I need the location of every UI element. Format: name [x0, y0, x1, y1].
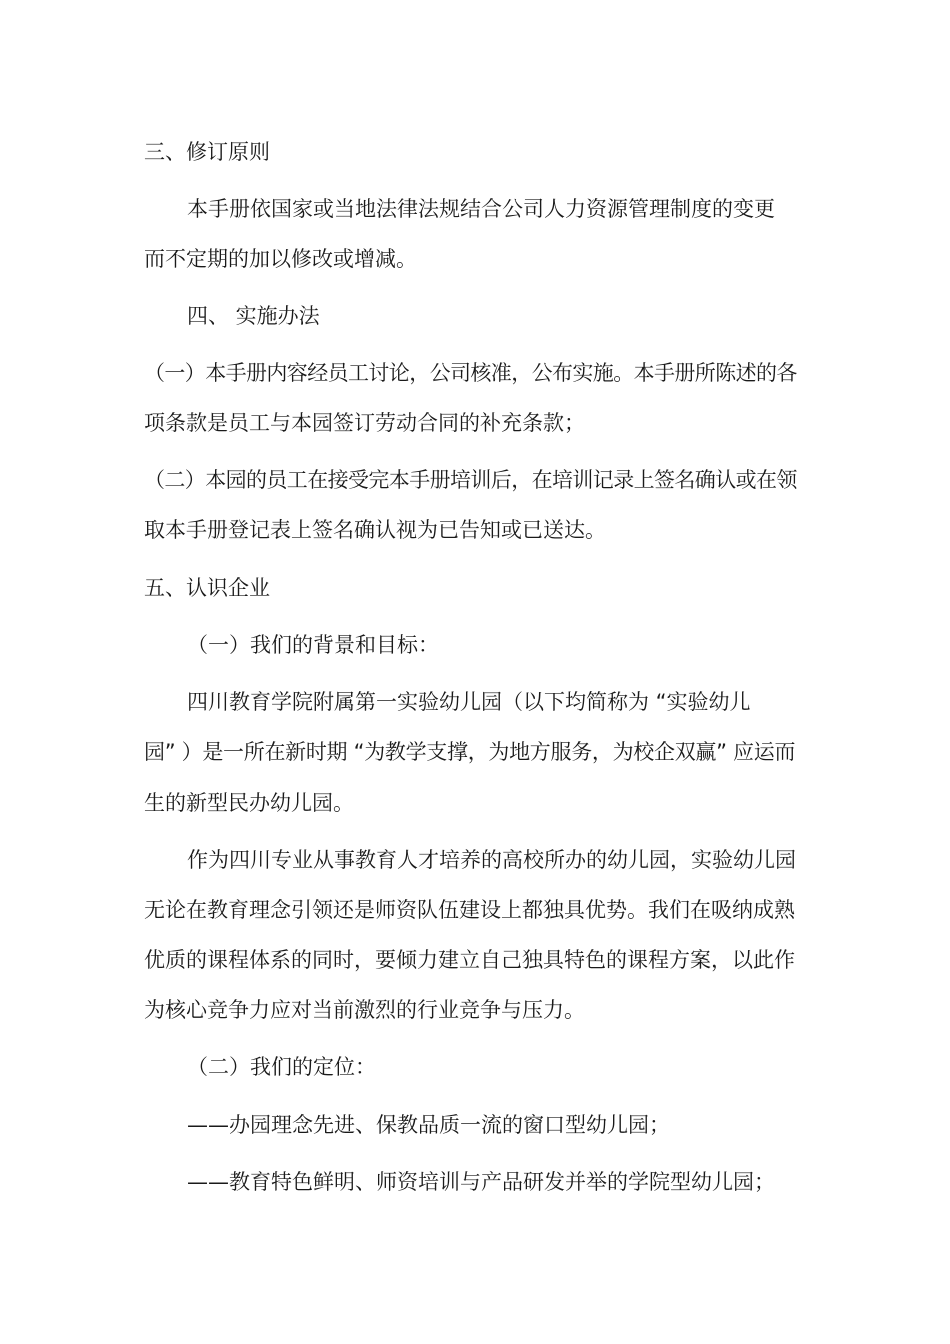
- paragraph-line: 无论在教育理念引领还是师资队伍建设上都独具优势。我们在吸纳成熟: [144, 898, 795, 922]
- paragraph-line: 取本手册登记表上签名确认视为已告知或已送达。: [144, 518, 606, 542]
- paragraph-line: 四川教育学院附属第一实验幼儿园（以下均简称为 “实验幼儿: [187, 690, 751, 714]
- paragraph-line: （二）本园的员工在接受完本手册培训后，在培训记录上签名确认或在领: [144, 468, 797, 492]
- heading-revision-principle: 三、修订原则: [144, 140, 270, 164]
- heading-implementation: 四、 实施办法: [187, 304, 320, 328]
- paragraph-line: 为核心竞争力应对当前激烈的行业竞争与压力。: [144, 998, 585, 1022]
- paragraph-line: 项条款是员工与本园签订劳动合同的补充条款；: [144, 411, 585, 435]
- paragraph-line: 园” ）是一所在新时期 “为教学支撑，为地方服务，为校企双赢” 应运而: [144, 740, 796, 764]
- paragraph-line: 而不定期的加以修改或增减。: [144, 247, 417, 271]
- list-item: ——教育特色鲜明、师资培训与产品研发并举的学院型幼儿园；: [187, 1170, 775, 1194]
- paragraph-line: （一）本手册内容经员工讨论，公司核准，公布实施。本手册所陈述的各: [144, 361, 797, 385]
- heading-know-enterprise: 五、认识企业: [144, 576, 270, 600]
- subheading-positioning: （二）我们的定位：: [187, 1055, 376, 1079]
- paragraph-line: 优质的课程体系的同时，要倾力建立自己独具特色的课程方案，以此作: [144, 948, 795, 972]
- paragraph-line: 作为四川专业从事教育人才培养的高校所办的幼儿园，实验幼儿园: [187, 848, 796, 872]
- paragraph-line: 本手册依国家或当地法律法规结合公司人力资源管理制度的变更: [187, 197, 775, 221]
- subheading-background: （一）我们的背景和目标：: [187, 633, 439, 657]
- list-item: ——办园理念先进、保教品质一流的窗口型幼儿园；: [187, 1113, 670, 1137]
- paragraph-line: 生的新型民办幼儿园。: [144, 791, 354, 815]
